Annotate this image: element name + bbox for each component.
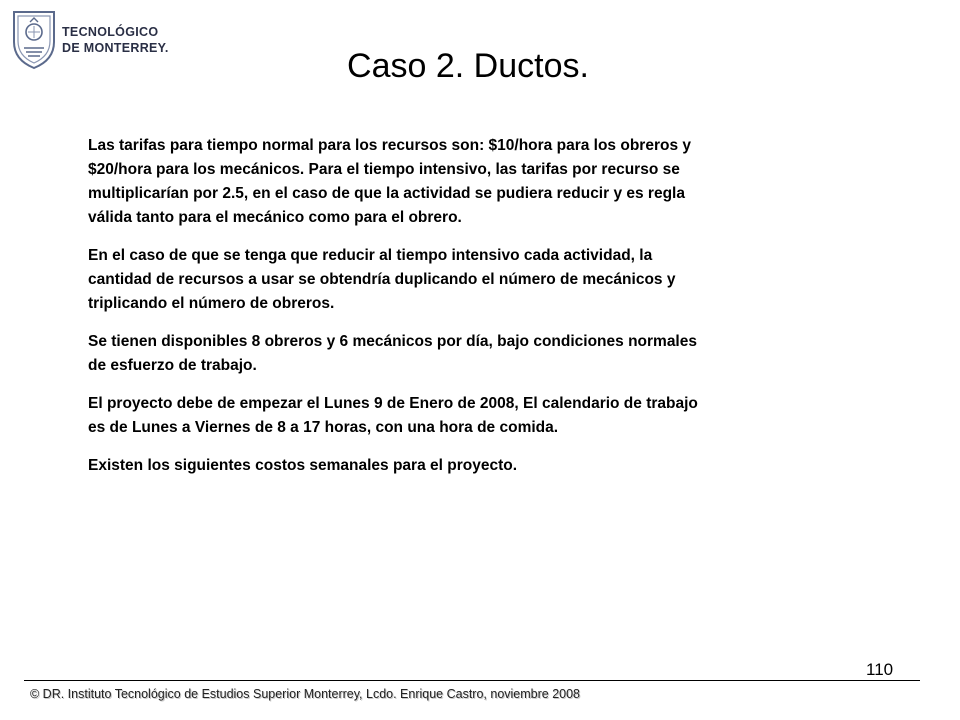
slide-title: Caso 2. Ductos. (347, 47, 589, 85)
slide-body (88, 134, 833, 492)
paragraph-tiempo-intensivo: En el caso de que se tenga que reducir al tiempo intensivo cada actividad, la cantidad de recursos a usar se obtendría duplicando el número de mecánicos y triplicando el número de obreros. (88, 247, 676, 312)
footer-copyright: © DR. Instituto Tecnológico de Estudios Superior Monterrey, Lcdo. Enrique Castro, noviembre 2008 (30, 687, 581, 701)
paragraph-costos-semanales: Existen los siguientes costos semanales para el proyecto. (88, 457, 518, 474)
institution-name-line2: DE MONTERREY. (62, 41, 169, 55)
footer-divider (24, 680, 920, 681)
paragraph-recursos-disponibles: Se tienen disponibles 8 obreros y 6 mecánicos por día, bajo condiciones normales de esfuerzo de trabajo. (88, 333, 697, 374)
page-number: 110 (866, 660, 894, 679)
institution-name-line1: TECNOLÓGICO (62, 25, 159, 39)
paragraph-calendario: El proyecto debe de empezar el Lunes 9 de Enero de 2008, El calendario de trabajo es de Lunes a Viernes de 8 a 17 horas, con una hora de comida. (88, 395, 698, 436)
paragraph-tarifas: Las tarifas para tiempo normal para los recursos son: $10/hora para los obreros y $20/hora para los mecánicos. Para el tiempo intensivo, las tarifas por recurso se multiplicarían por 2.5, en el caso de que la actividad se pudiera reducir y es regla válida tanto para el mecánico como para el obrero. (88, 137, 691, 226)
